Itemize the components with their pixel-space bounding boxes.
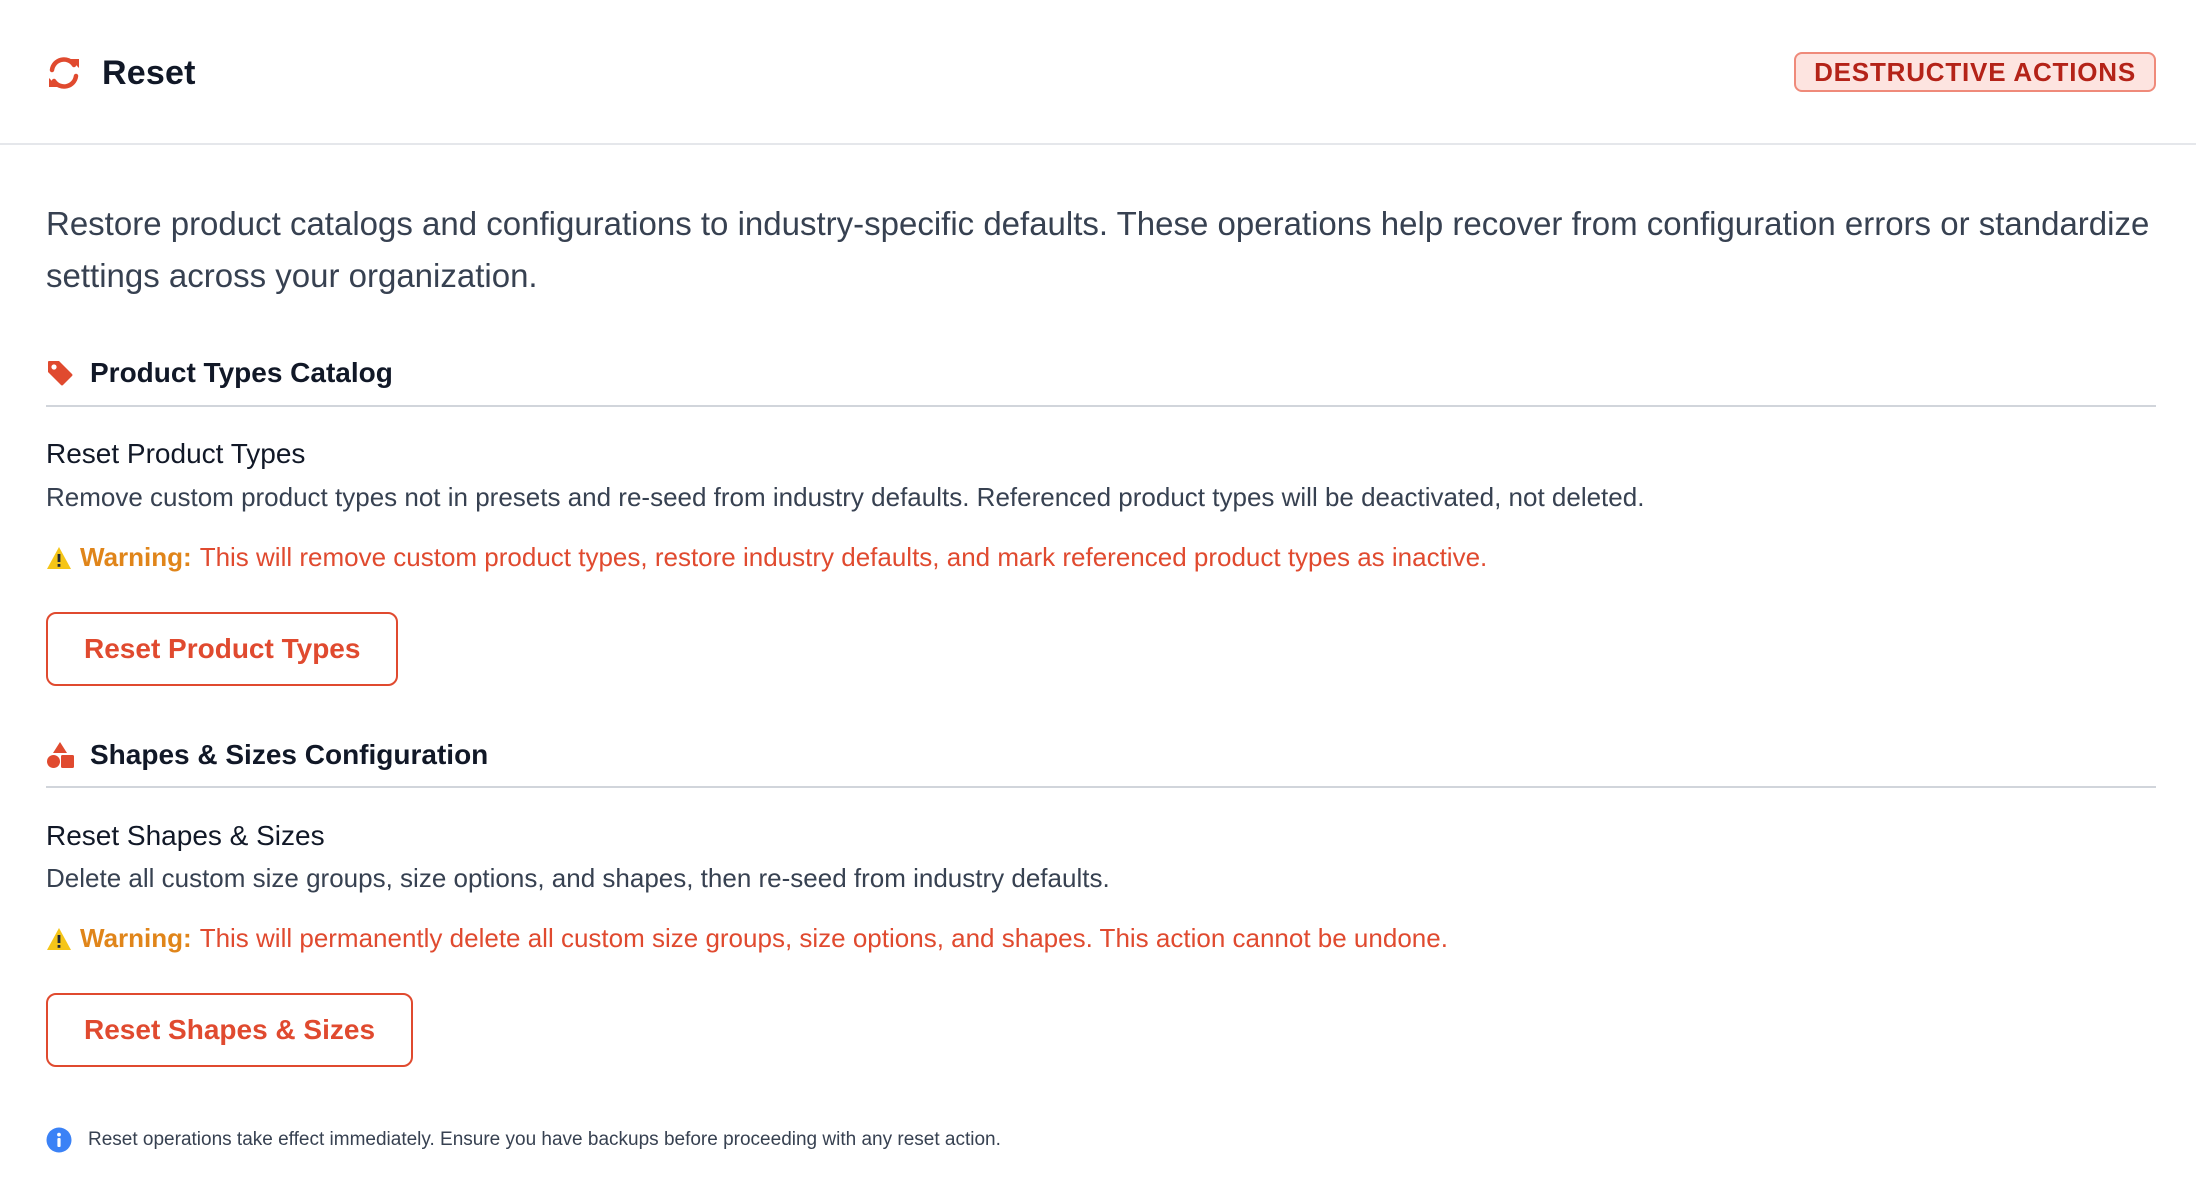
tag-icon bbox=[46, 359, 74, 387]
footer-info-note bbox=[46, 1124, 1001, 1156]
section-title: Product Types Catalog bbox=[90, 357, 393, 388]
reset-product-types-title: Reset Product Types bbox=[46, 438, 306, 469]
page-header bbox=[0, 0, 2196, 145]
warning-label: Warning: bbox=[80, 542, 192, 572]
reset-product-types-description: Remove custom product types not in presets and re-seed from industry defaults. Referenced product types will be deactivated, not deleted. bbox=[46, 482, 1645, 512]
warning-icon bbox=[46, 546, 72, 570]
section-header-shapes-sizes bbox=[46, 733, 2156, 777]
warning-label: Warning: bbox=[80, 923, 192, 953]
section-title: Shapes & Sizes Configuration bbox=[90, 739, 489, 770]
reset-product-types-button[interactable]: Reset Product Types bbox=[46, 612, 398, 686]
shapes-icon bbox=[46, 741, 74, 769]
reset-shapes-sizes-button[interactable]: Reset Shapes & Sizes bbox=[46, 993, 413, 1067]
section-header-product-types bbox=[46, 351, 2156, 395]
product-types-warning bbox=[46, 542, 2156, 573]
warning-icon bbox=[46, 927, 72, 951]
footer-note-text: Reset operations take effect immediately. Ensure you have backups before proceeding with any reset action. bbox=[88, 1129, 1001, 1150]
warning-text: This will remove custom product types, restore industry defaults, and mark referenced product types as inactive. bbox=[199, 542, 1488, 572]
info-icon bbox=[46, 1127, 72, 1153]
page-title: Reset bbox=[102, 53, 196, 92]
shapes-sizes-warning bbox=[46, 923, 2156, 954]
intro-description: Restore product catalogs and configurations to industry-specific defaults. These operations help recover from configuration errors or standardize settings across your organization. bbox=[46, 205, 2150, 294]
destructive-actions-badge: DESTRUCTIVE ACTIONS bbox=[1794, 52, 2156, 92]
header-title-group bbox=[46, 50, 196, 96]
warning-text: This will permanently delete all custom size groups, size options, and shapes. This action cannot be undone. bbox=[199, 923, 1448, 953]
reset-shapes-sizes-description: Delete all custom size groups, size options, and shapes, then re-seed from industry defaults. bbox=[46, 863, 1110, 893]
refresh-icon bbox=[46, 55, 82, 91]
reset-shapes-sizes-title: Reset Shapes & Sizes bbox=[46, 820, 325, 851]
section-divider bbox=[46, 405, 2156, 407]
section-divider bbox=[46, 786, 2156, 788]
